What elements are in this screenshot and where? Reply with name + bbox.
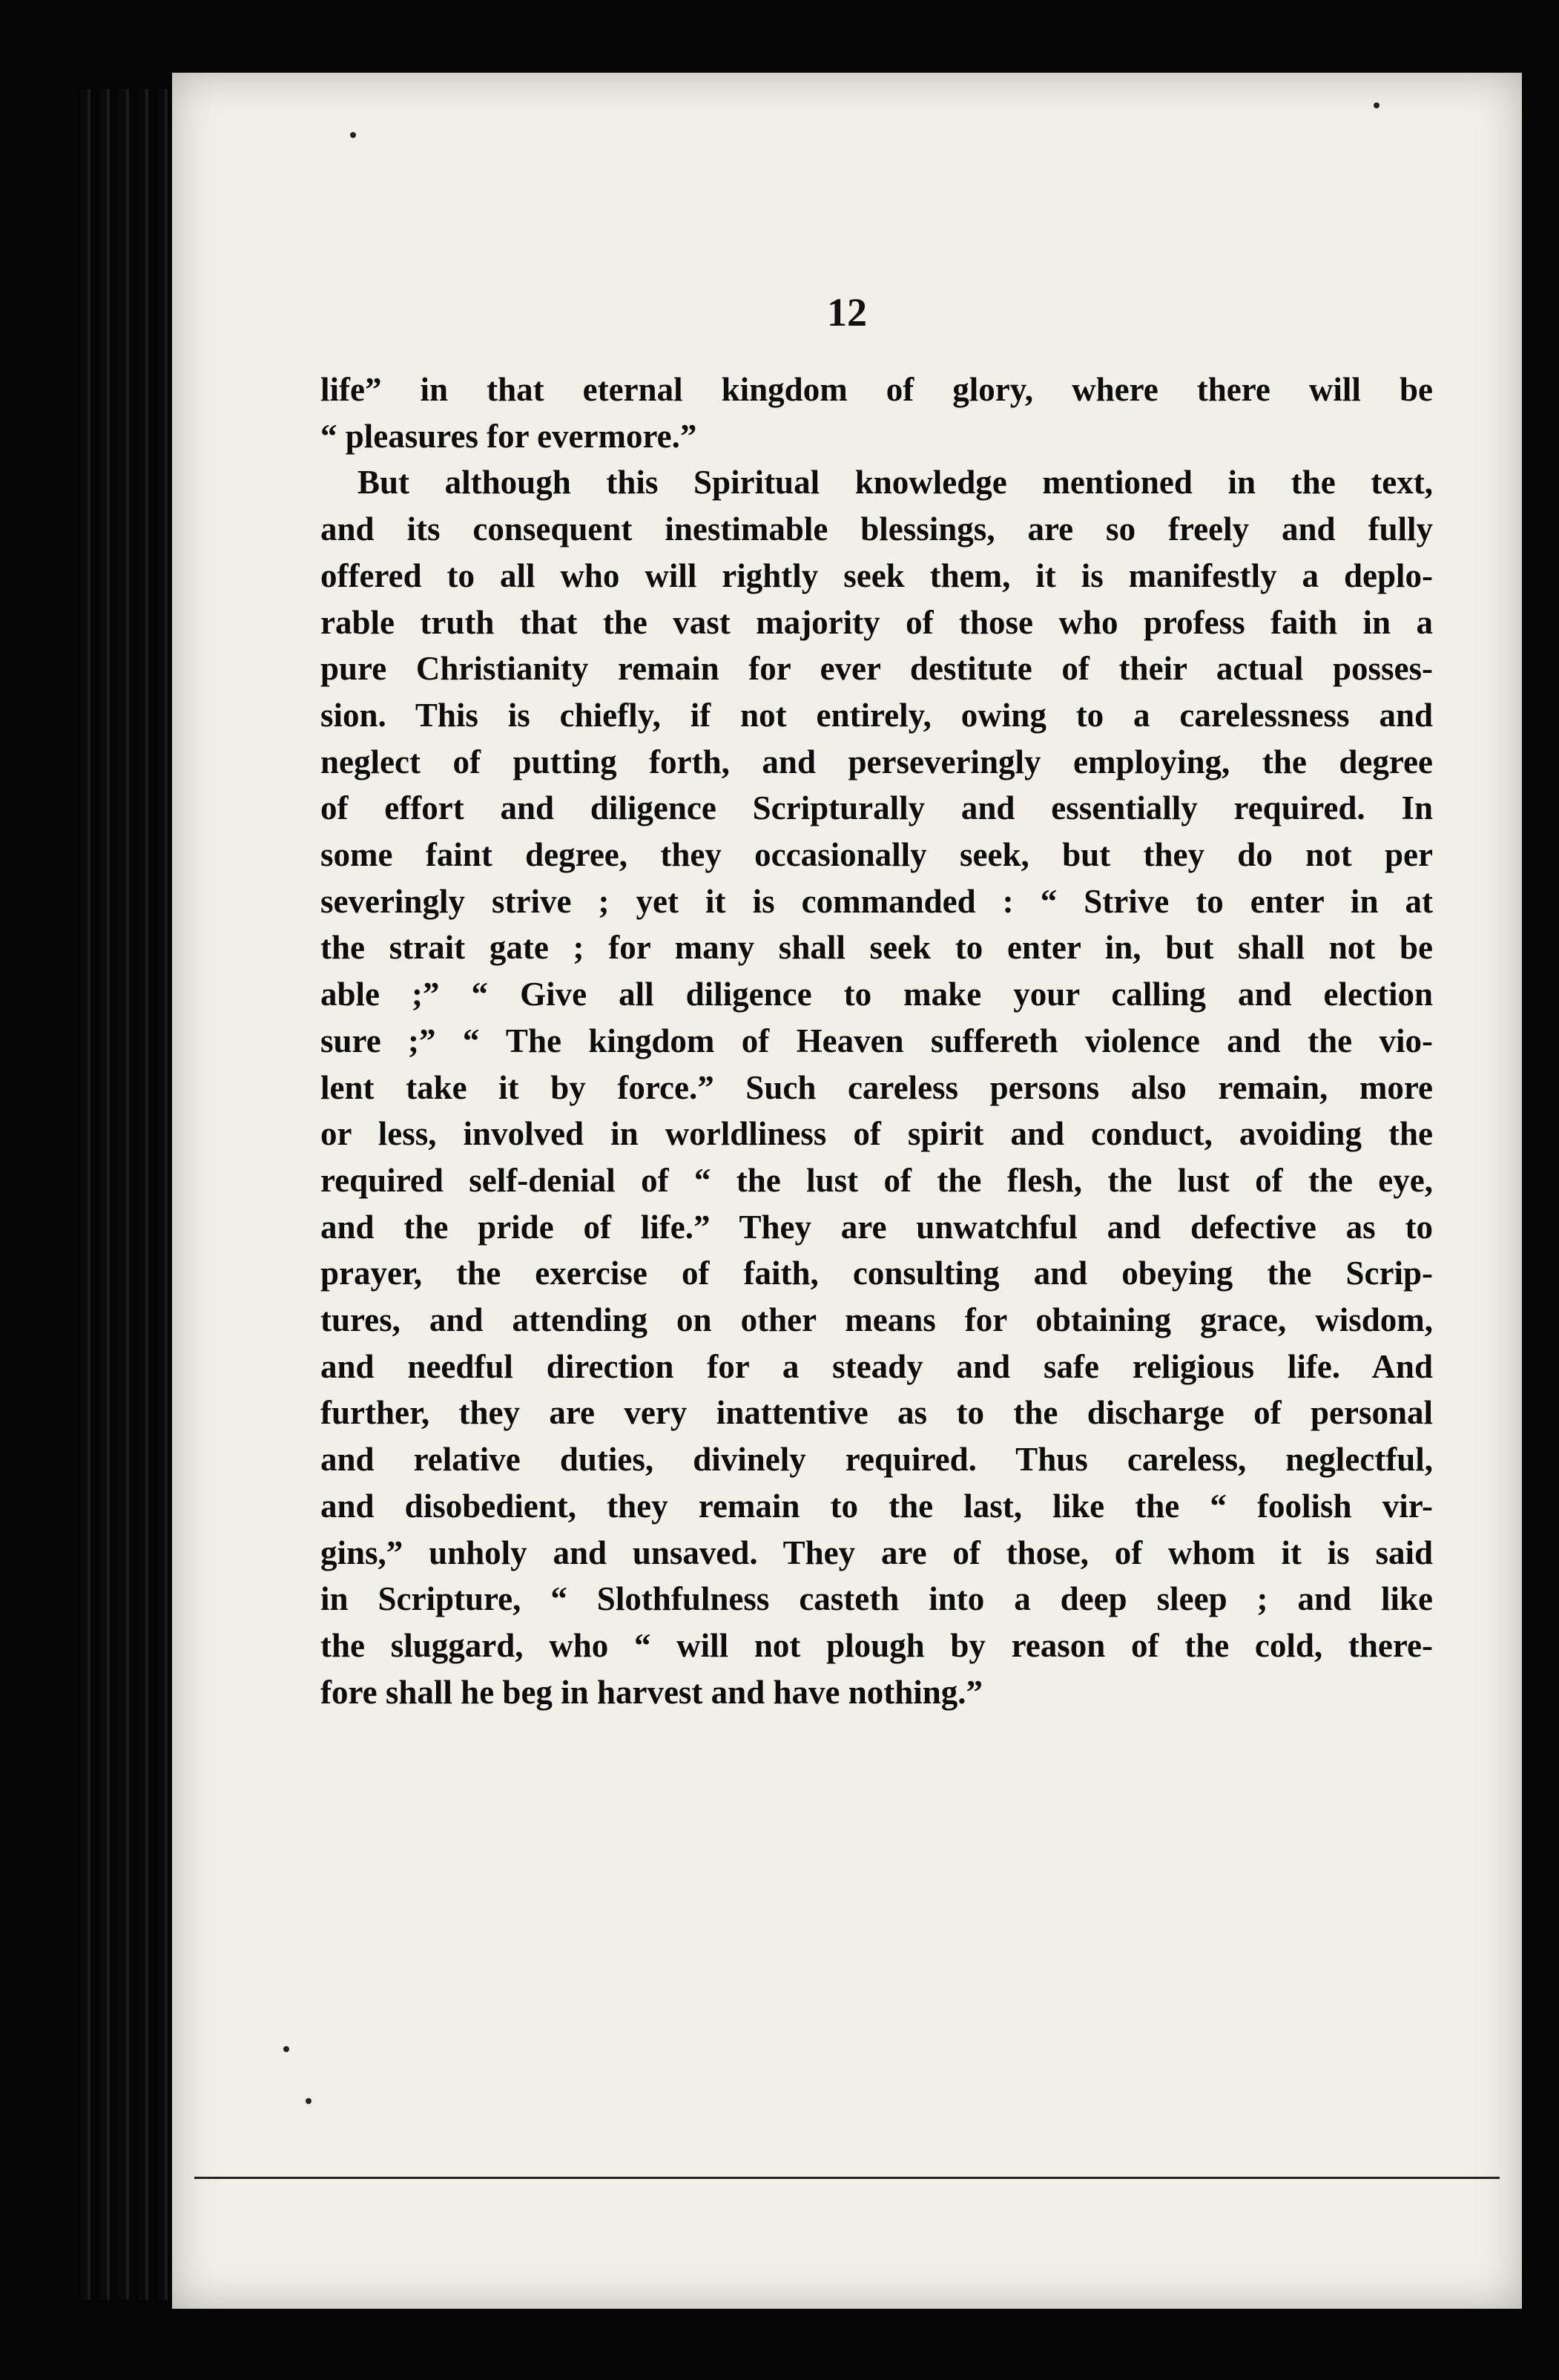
text-line: sion. This is chiefly, if not entirely, owing to a carelessness and xyxy=(320,696,1433,734)
text-line: life” in that eternal kingdom of glory, where there will be xyxy=(320,371,1433,408)
text-line: further, they are very inattentive as to the discharge of personal xyxy=(320,1394,1433,1432)
text-line: pure Christianity remain for ever destitute of their actual posses- xyxy=(320,650,1433,688)
text-line: offered to all who will rightly seek them, it is manifestly a deplo- xyxy=(320,556,1433,594)
text-line: in Scripture, “ Slothfulness casteth into a deep sleep ; and like xyxy=(320,1580,1433,1618)
text-line: sure ;” “ The kingdom of Heaven suffereth violence and the vio- xyxy=(320,1022,1433,1059)
text-line: prayer, the exercise of faith, consulting and obeying the Scrip- xyxy=(320,1255,1433,1292)
page-number: 12 xyxy=(827,290,867,335)
text-line: gins,” unholy and unsaved. They are of those, of whom it is said xyxy=(320,1533,1433,1571)
dust-speck xyxy=(283,2046,289,2052)
text-line: the sluggard, who “ will not plough by reason of the cold, there- xyxy=(320,1626,1433,1664)
text-line: some faint degree, they occasionally seek, but they do not per xyxy=(320,836,1433,874)
text-line: the strait gate ; for many shall seek to enter in, but shall not be xyxy=(320,929,1433,967)
text-line: able ;” “ Give all diligence to make your calling and election xyxy=(320,976,1433,1013)
film-edge xyxy=(80,89,169,2300)
text-line: and the pride of life.” They are unwatchful and defective as to xyxy=(320,1208,1433,1246)
text-line: tures, and attending on other means for obtaining grace, wisdom, xyxy=(320,1301,1433,1339)
text-line: fore shall he beg in harvest and have nothing.” xyxy=(320,1673,983,1711)
text-line: or less, involved in worldliness of spirit and conduct, avoiding the xyxy=(320,1115,1433,1153)
text-line: rable truth that the vast majority of those who profess faith in a xyxy=(320,603,1433,641)
dust-speck xyxy=(306,2098,312,2104)
text-line: and relative duties, divinely required. Thus careless, neglectful, xyxy=(320,1441,1433,1479)
text-line: “ pleasures for evermore.” xyxy=(320,417,697,455)
text-line: But although this Spiritual knowledge mentioned in the text, xyxy=(357,464,1433,502)
text-line: severingly strive ; yet it is commanded : “ Strive to enter in at xyxy=(320,882,1433,920)
dust-speck xyxy=(1374,102,1380,108)
body-text xyxy=(320,366,1433,1715)
bottom-rule xyxy=(194,2177,1500,2179)
text-line: required self-denial of “ the lust of the flesh, the lust of the eye, xyxy=(320,1161,1433,1199)
text-line: of effort and diligence Scripturally and essentially required. In xyxy=(320,789,1433,827)
text-line: lent take it by force.” Such careless persons also remain, more xyxy=(320,1068,1433,1106)
dust-speck xyxy=(350,132,356,138)
text-line: and needful direction for a steady and safe religious life. And xyxy=(320,1347,1433,1385)
text-line: and disobedient, they remain to the last, like the “ foolish vir- xyxy=(320,1487,1433,1525)
book-page xyxy=(172,73,1522,2309)
text-line: neglect of putting forth, and perseveringly employing, the degree xyxy=(320,743,1433,780)
text-line: and its consequent inestimable blessings, are so freely and fully xyxy=(320,510,1433,548)
